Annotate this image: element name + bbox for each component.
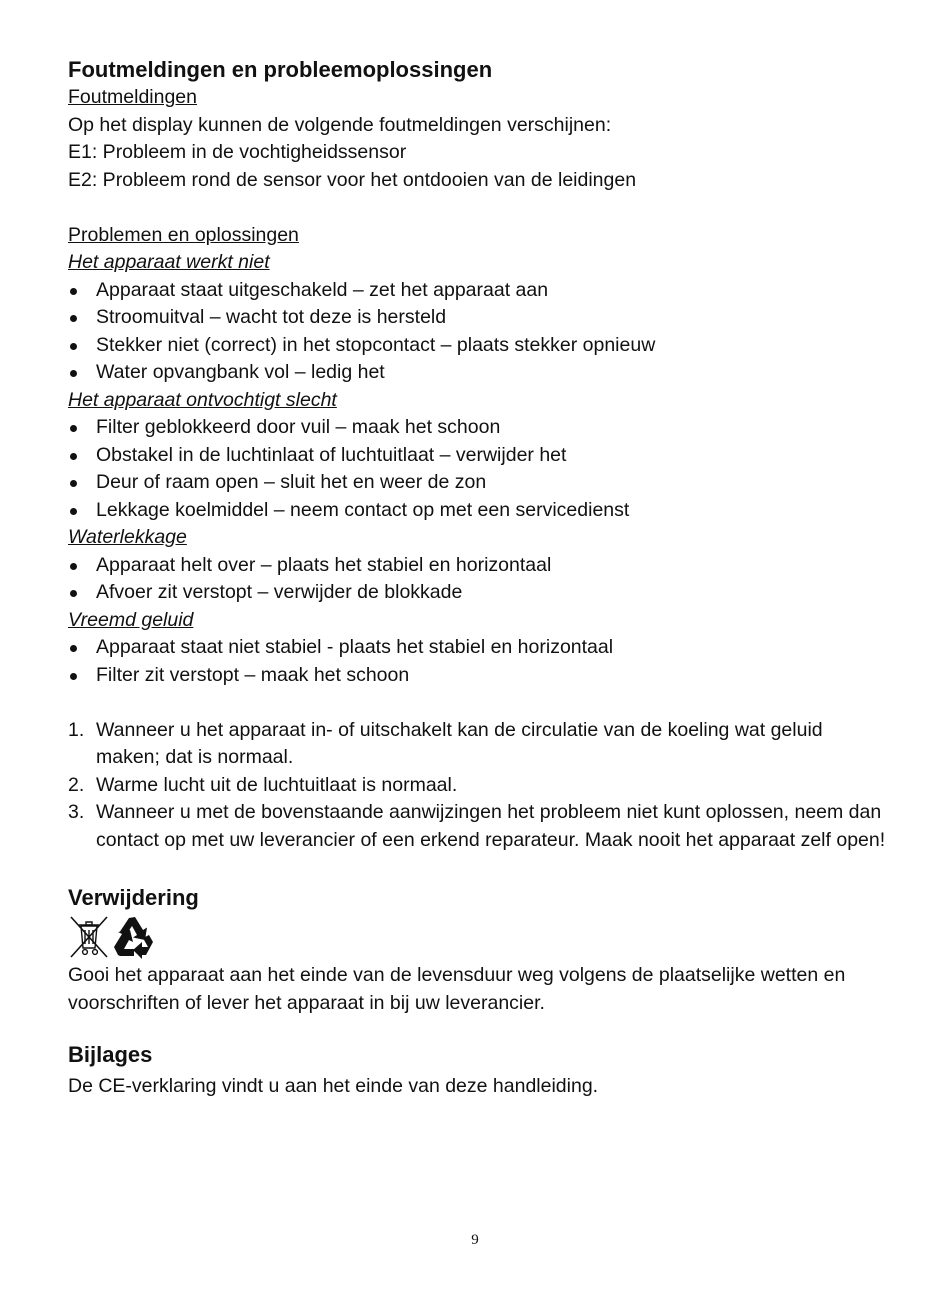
- list-item-text: Wanneer u het apparaat in- of uitschakelt kan de circulatie van de koeling wat geluid maken; dat is normaal.: [96, 718, 823, 768]
- section-title-annexes: Bijlages: [68, 1042, 153, 1067]
- recycle-icon: [112, 914, 158, 960]
- error-code-e1: E1: Probleem in de vochtigheidssensor: [68, 141, 407, 163]
- problem-group-heading: Waterlekkage: [68, 526, 187, 548]
- list-item: Stroomuitval – wacht tot deze is hersteld: [68, 304, 888, 332]
- problem-group-heading: Het apparaat werkt niet: [68, 251, 270, 273]
- spacer: [68, 689, 888, 717]
- subheading-problems-solutions: Problemen en oplossingen: [68, 223, 299, 246]
- list-item: Filter geblokkeerd door vuil – maak het schoon: [68, 414, 888, 442]
- spacer: [68, 1017, 888, 1041]
- list-item: Deur of raam open – sluit het en weer de zon: [68, 469, 888, 497]
- error-intro: Op het display kunnen de volgende foutmeldingen verschijnen:: [68, 113, 612, 136]
- document-page: [68, 56, 888, 1101]
- list-number: 2.: [68, 773, 85, 796]
- problem-list: [68, 414, 888, 524]
- subheading-error-messages: Foutmeldingen: [68, 86, 197, 108]
- list-item: Apparaat helt over – plaats het stabiel en horizontaal: [68, 552, 888, 580]
- disposal-text: Gooi het apparaat aan het einde van de levensduur weg volgens de plaatselijke wetten en voorschriften of lever het apparaat in bij uw leverancier.: [68, 964, 846, 1014]
- list-item: Water opvangbank vol – ledig het: [68, 359, 888, 387]
- list-item: Afvoer zit verstopt – verwijder de blokkade: [68, 579, 888, 607]
- list-item: Obstakel in de luchtinlaat of luchtuitlaat – verwijder het: [68, 442, 888, 470]
- list-item: Apparaat staat uitgeschakeld – zet het apparaat aan: [68, 277, 888, 305]
- annexes-text: De CE-verklaring vindt u aan het einde van deze handleiding.: [68, 1075, 599, 1097]
- problem-group-heading: Vreemd geluid: [68, 608, 194, 631]
- error-code-e2: E2: Probleem rond de sensor voor het ontdooien van de leidingen: [68, 168, 637, 191]
- problem-list: [68, 552, 888, 607]
- problem-list: [68, 277, 888, 387]
- list-item: Stekker niet (correct) in het stopcontact – plaats stekker opnieuw: [68, 332, 888, 360]
- problem-group-heading: Het apparaat ontvochtigt slecht: [68, 388, 337, 411]
- section-title-errors: Foutmeldingen en probleemoplossingen: [68, 57, 493, 82]
- page-number: 9: [471, 1232, 479, 1248]
- notes-list: [68, 717, 888, 855]
- list-item: [68, 799, 888, 854]
- list-item-text: Warme lucht uit de luchtuitlaat is normaal.: [96, 773, 458, 796]
- list-item-text: Wanneer u met de bovenstaande aanwijzingen het probleem niet kunt oplossen, neem dan contact op met uw leverancier of een erkend reparateur. Maak nooit het apparaat zelf open!: [96, 801, 886, 851]
- list-item: Lekkage koelmiddel – neem contact op met een servicedienst: [68, 497, 888, 525]
- section-title-disposal: Verwijdering: [68, 885, 199, 910]
- list-item: Apparaat staat niet stabiel - plaats het stabiel en horizontaal: [68, 634, 888, 662]
- list-item: [68, 717, 888, 772]
- list-item: [68, 772, 888, 800]
- crossed-out-wheelie-bin-icon: [68, 914, 110, 960]
- spacer: [68, 194, 888, 222]
- list-number: 3.: [68, 801, 85, 823]
- list-item: Filter zit verstopt – maak het schoon: [68, 662, 888, 690]
- spacer: [68, 854, 888, 884]
- problem-list: [68, 634, 888, 689]
- disposal-icons: [68, 914, 888, 960]
- list-number: 1.: [68, 718, 85, 741]
